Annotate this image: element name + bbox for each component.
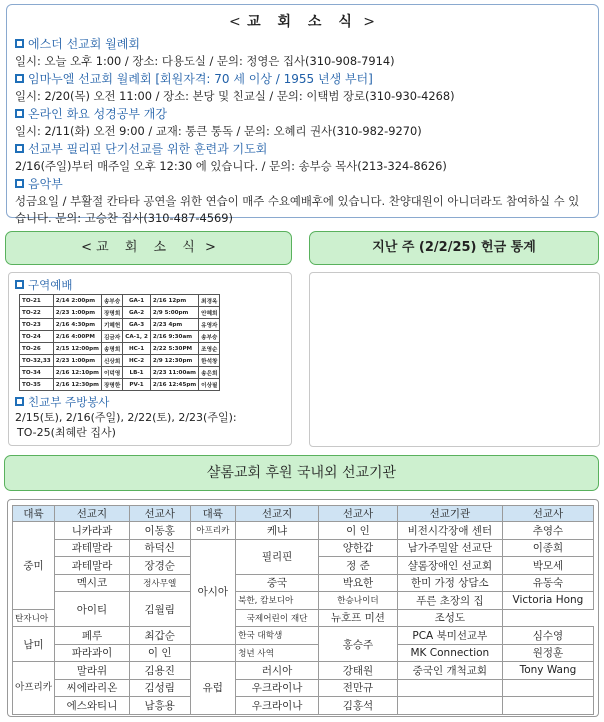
district-cell: 송은희 bbox=[199, 367, 220, 379]
district-cell: 송부승 bbox=[199, 331, 220, 343]
district-cell: 2/15 12:00pm bbox=[53, 343, 101, 355]
district-cell: 한석창 bbox=[199, 355, 220, 367]
district-cell: 유영자 bbox=[199, 319, 220, 331]
district-cell: 2/16 4:00PM bbox=[53, 331, 101, 343]
district-cell: HC-1 bbox=[123, 343, 151, 355]
district-row bbox=[20, 307, 220, 319]
district-cell: 2/14 2:00pm bbox=[53, 295, 101, 307]
district-cell: 장명희 bbox=[102, 307, 123, 319]
district-cell: TO-26 bbox=[20, 343, 54, 355]
table-row: 에스와티니 남흥용 우크라이나 김홍석 bbox=[13, 697, 594, 715]
district-cell: 송명희 bbox=[102, 343, 123, 355]
table-row: 중미 니카라과 이동홍 아프리카 케냐 이 인 비전시각장애 센터 추영수 bbox=[13, 522, 594, 540]
district-cell: 2/16 12:45pm bbox=[150, 379, 198, 391]
district-worship-table bbox=[19, 294, 220, 391]
district-cell: 김금자 bbox=[102, 331, 123, 343]
checkbox-icon bbox=[15, 179, 24, 188]
district-cell: 2/16 12:30pm bbox=[53, 379, 101, 391]
mission-table-box bbox=[7, 499, 599, 717]
district-cell: 이덕영 bbox=[102, 367, 123, 379]
news-item: 에스더 선교회 월례회 일시: 오늘 오후 1:00 / 장소: 다용도실 / 문의: 정영은 집사(310-908-7914) bbox=[15, 37, 395, 68]
district-cell: 안혜희 bbox=[199, 307, 220, 319]
news-item: 임마누엘 선교회 월례회 [회원자격: 70 세 이상 / 1955 년생 부터] 일시: 2/20(목) 오전 11:00 / 장소: 본당 및 친교실 / 문의: 이택범 장로(310-930-4268) bbox=[15, 72, 455, 103]
checkbox-icon bbox=[15, 109, 24, 118]
news-title: < 교 회 소 식 > bbox=[228, 14, 377, 30]
table-row: 멕시코 정사무엘 중국 박요한 한미 가정 상담소 유동숙 bbox=[13, 574, 594, 592]
left-news-panel: 구역예배 TO-21 2/14 2:00pm 송부승 GA-1 2/16 12pm 최경옥 TO-22 2/23 1:00pm 장명희 GA-2 2/9 5:00pm 안혜희 TO-23 2/16 4:30pm 기혜헌 GA-3 2/23 4pm 유영자 TO-24 2/16 4:00PM 김금자 CA-1, 2 2/16 9:30am 송부승 TO-26 2/15 12:00pm 송명희 HC-1 2/22 5:30PM 조영순 TO-32,33 2/23 1:00pm 신상희 HC-2 2/9 12:30pm 한석창 TO-34 2/16 12:10pm 이덕영 LB-1 2/23 11:00am 송은희 TO-35 2/16 12:30pm 장명한 PV-1 2/16 12:45pm 이상필 친교부 주방봉사 2/15(토), 2/16(주일), 2/22(토), 2/23(주일): TO-25(최혜란 집사) bbox=[8, 272, 292, 446]
service-group: TO-25(최혜란 집사) bbox=[17, 426, 116, 439]
district-cell: 2/16 12pm bbox=[150, 295, 198, 307]
district-row bbox=[20, 379, 220, 391]
district-cell: 2/9 12:30pm bbox=[150, 355, 198, 367]
news-item: 온라인 화요 성경공부 개강 일시: 2/11(화) 오전 9:00 / 교재: 통큰 통독 / 문의: 오혜리 권사(310-982-9270) bbox=[15, 107, 422, 138]
district-row bbox=[20, 331, 220, 343]
district-cell: 2/23 1:00pm bbox=[53, 355, 101, 367]
news-item: 선교부 필리핀 단기선교를 위한 훈련과 기도회 2/16(주일)부터 매주일 오후 12:30 에 있습니다. / 문의: 송부승 목사(213-324-8626) bbox=[15, 142, 447, 173]
checkbox-icon bbox=[15, 144, 24, 153]
district-cell: 신상희 bbox=[102, 355, 123, 367]
district-cell: 2/16 9:30am bbox=[150, 331, 198, 343]
district-cell: GA-1 bbox=[123, 295, 151, 307]
offering-stats-panel bbox=[309, 272, 600, 447]
district-row bbox=[20, 355, 220, 367]
district-cell: 조영순 bbox=[199, 343, 220, 355]
table-header-row: 대륙 선교지 선교사 대륙 선교지 선교사 선교기관 선교사 bbox=[13, 506, 594, 522]
district-cell: 2/23 4pm bbox=[150, 319, 198, 331]
district-row bbox=[20, 343, 220, 355]
mission-header: 샬롬교회 후원 국내외 선교기관 bbox=[4, 455, 599, 491]
district-row bbox=[20, 295, 220, 307]
district-cell: 2/22 5:30PM bbox=[150, 343, 198, 355]
table-row: 아프리카 말라위 김용진 유럽 러시아 강태원 중국인 개척교회 Tony Wang bbox=[13, 662, 594, 680]
church-news-box bbox=[6, 4, 599, 225]
district-row bbox=[20, 319, 220, 331]
district-cell: TO-21 bbox=[20, 295, 54, 307]
district-cell: 송부승 bbox=[102, 295, 123, 307]
district-cell: 2/16 12:10pm bbox=[53, 367, 101, 379]
table-row: 아이티 김월림 북한, 캄보디아 한승나이더 푸른 초장의 집 Victoria Hong bbox=[13, 592, 594, 610]
district-cell: TO-24 bbox=[20, 331, 54, 343]
table-row: 씨에라리온 김성림 우크라이나 전만규 bbox=[13, 679, 594, 697]
district-cell: 장명한 bbox=[102, 379, 123, 391]
offering-stats-header: 지난 주 (2/2/25) 헌금 통계 bbox=[309, 231, 599, 265]
table-row: 과테말라 하덕신 아시아 필리핀 양한갑 남가주밀알 선교단 이종희 bbox=[13, 539, 594, 557]
district-row bbox=[20, 367, 220, 379]
left-section-header: < 교 회 소 식 > bbox=[5, 231, 292, 265]
district-cell: TO-32,33 bbox=[20, 355, 54, 367]
checkbox-icon bbox=[15, 74, 24, 83]
mission-table bbox=[12, 505, 594, 715]
checkbox-icon bbox=[15, 39, 24, 48]
district-cell: GA-3 bbox=[123, 319, 151, 331]
district-cell: 2/9 5:00pm bbox=[150, 307, 198, 319]
district-cell: LB-1 bbox=[123, 367, 151, 379]
district-cell: 2/23 11:00am bbox=[150, 367, 198, 379]
table-row: 파라과이 이 인 청년 사역 MK Connection 원정훈 bbox=[13, 644, 594, 662]
district-cell: 기혜헌 bbox=[102, 319, 123, 331]
district-cell: HC-2 bbox=[123, 355, 151, 367]
district-cell: 2/16 4:30pm bbox=[53, 319, 101, 331]
district-cell: CA-1, 2 bbox=[123, 331, 151, 343]
district-cell: PV-1 bbox=[123, 379, 151, 391]
district-cell: 최경옥 bbox=[199, 295, 220, 307]
table-row: 과테말라 장경순 정 준 샬롬장애인 선교회 박모세 bbox=[13, 557, 594, 575]
district-cell: GA-2 bbox=[123, 307, 151, 319]
news-item: 음악부 성금요일 / 부활절 칸타타 공연을 위한 연습이 매주 수요예배후에 있습니다. 찬양대원이 아니더라도 참여하실 수 있습니다. 문의: 고승찬 집사(310-487-4569) bbox=[15, 177, 580, 225]
service-dates: 2/15(토), 2/16(주일), 2/22(토), 2/23(주일): bbox=[15, 411, 237, 424]
district-cell: 2/23 1:00pm bbox=[53, 307, 101, 319]
table-row: 탄자니아 국제어린이 재단 뉴호프 미션 조성도 bbox=[13, 609, 594, 627]
checkbox-icon bbox=[15, 397, 24, 406]
district-cell: TO-22 bbox=[20, 307, 54, 319]
district-cell: TO-35 bbox=[20, 379, 54, 391]
district-cell: 이상필 bbox=[199, 379, 220, 391]
district-cell: TO-34 bbox=[20, 367, 54, 379]
checkbox-icon bbox=[15, 280, 24, 289]
district-cell: TO-23 bbox=[20, 319, 54, 331]
table-row: 남미 페루 최갑순 한국 대학생 홍승주 PCA 북미선교부 심수영 bbox=[13, 627, 594, 645]
